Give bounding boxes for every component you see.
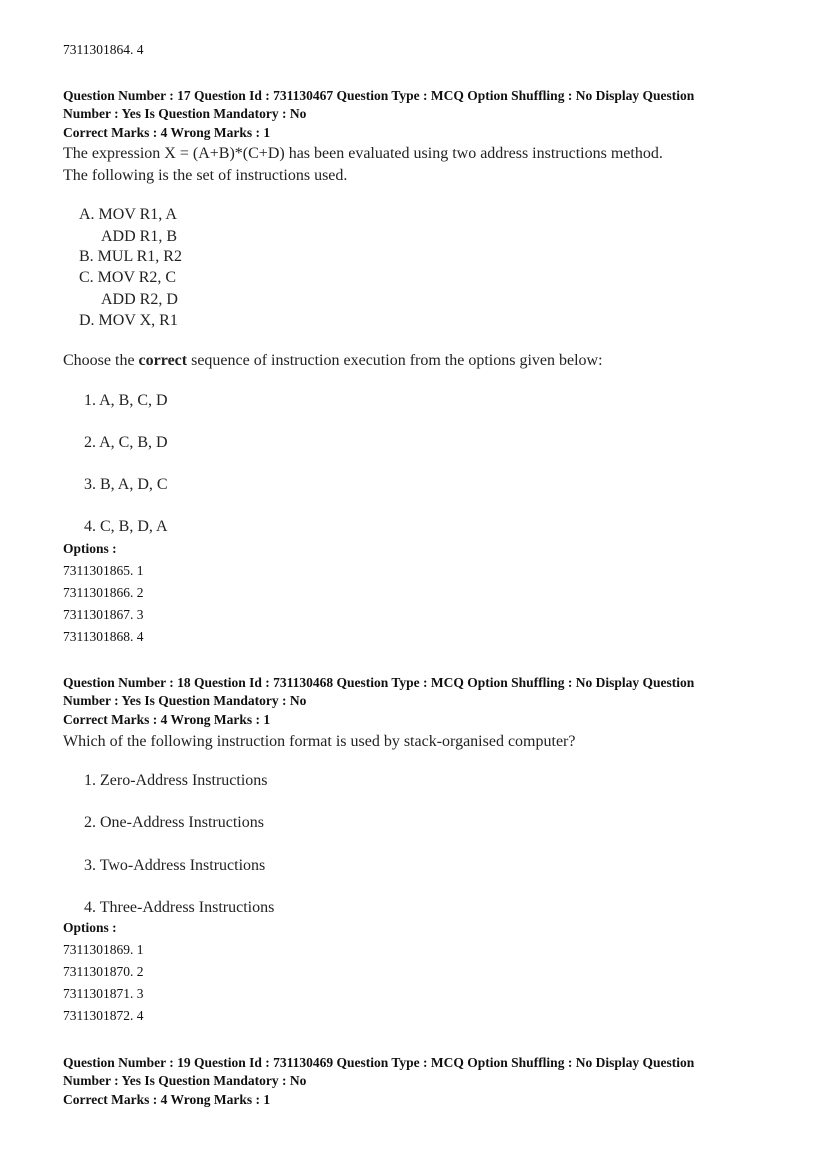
q17-option-id: 7311301866. 2: [63, 585, 144, 600]
q17-text-line2: The following is the set of instructions used.: [63, 167, 348, 184]
q19-meta-line2: Number : Yes Is Question Mandatory : No: [63, 1073, 307, 1088]
q17-instruction: A. MOV R1, A: [79, 206, 177, 223]
q18-choice: 3. Two-Address Instructions: [84, 857, 266, 874]
q17-meta-line1: Question Number : 17 Question Id : 731130467 Question Type : MCQ Option Shuffling : No Display Question: [63, 88, 695, 103]
q17-prompt-before: Choose the: [63, 352, 139, 369]
q17-instruction: C. MOV R2, C: [79, 269, 177, 286]
q17-option-id: 7311301867. 3: [63, 607, 144, 622]
q17-prompt: [63, 352, 603, 370]
q17-prompt-bold: correct: [138, 352, 188, 369]
q17-instruction: D. MOV X, R1: [79, 312, 178, 329]
q17-instruction: B. MUL R1, R2: [79, 248, 182, 265]
q18-option-id: 7311301869. 1: [63, 942, 144, 957]
q17-option-id: 7311301865. 1: [63, 563, 144, 578]
q19-marks: Correct Marks : 4 Wrong Marks : 1: [63, 1092, 271, 1107]
q18-option-id: 7311301872. 4: [63, 1008, 144, 1023]
q18-meta-line2: Number : Yes Is Question Mandatory : No: [63, 693, 307, 708]
q18-choice: 2. One-Address Instructions: [84, 814, 264, 831]
q18-options-label: Options :: [63, 920, 117, 935]
q17-choice: 1. A, B, C, D: [84, 392, 168, 409]
q17-meta-line2: Number : Yes Is Question Mandatory : No: [63, 106, 307, 121]
q17-marks: Correct Marks : 4 Wrong Marks : 1: [63, 125, 271, 140]
q18-choice: 1. Zero-Address Instructions: [84, 772, 268, 789]
q17-text-line1: The expression X = (A+B)*(C+D) has been evaluated using two address instructions method.: [63, 145, 663, 162]
q18-choice: 4. Three-Address Instructions: [84, 899, 275, 916]
q17-instruction: ADD R1, B: [101, 228, 178, 245]
q17-choice: 3. B, A, D, C: [84, 476, 168, 493]
q18-text-line1: Which of the following instruction format is used by stack-organised computer?: [63, 733, 576, 750]
q18-marks: Correct Marks : 4 Wrong Marks : 1: [63, 712, 271, 727]
q19-meta-line1: Question Number : 19 Question Id : 731130469 Question Type : MCQ Option Shuffling : No Display Question: [63, 1055, 695, 1070]
q17-choice: 4. C, B, D, A: [84, 518, 168, 535]
q17-option-id: 7311301868. 4: [63, 629, 144, 644]
q17-instruction: ADD R2, D: [101, 291, 178, 308]
q17-options-label: Options :: [63, 541, 117, 556]
q18-option-id: 7311301871. 3: [63, 986, 144, 1001]
previous-option-id: 7311301864. 4: [63, 42, 144, 57]
q18-option-id: 7311301870. 2: [63, 964, 144, 979]
q17-choice: 2. A, C, B, D: [84, 434, 168, 451]
q18-meta-line1: Question Number : 18 Question Id : 731130468 Question Type : MCQ Option Shuffling : No Display Question: [63, 675, 695, 690]
q17-prompt-after: sequence of instruction execution from the options given below:: [187, 352, 603, 369]
